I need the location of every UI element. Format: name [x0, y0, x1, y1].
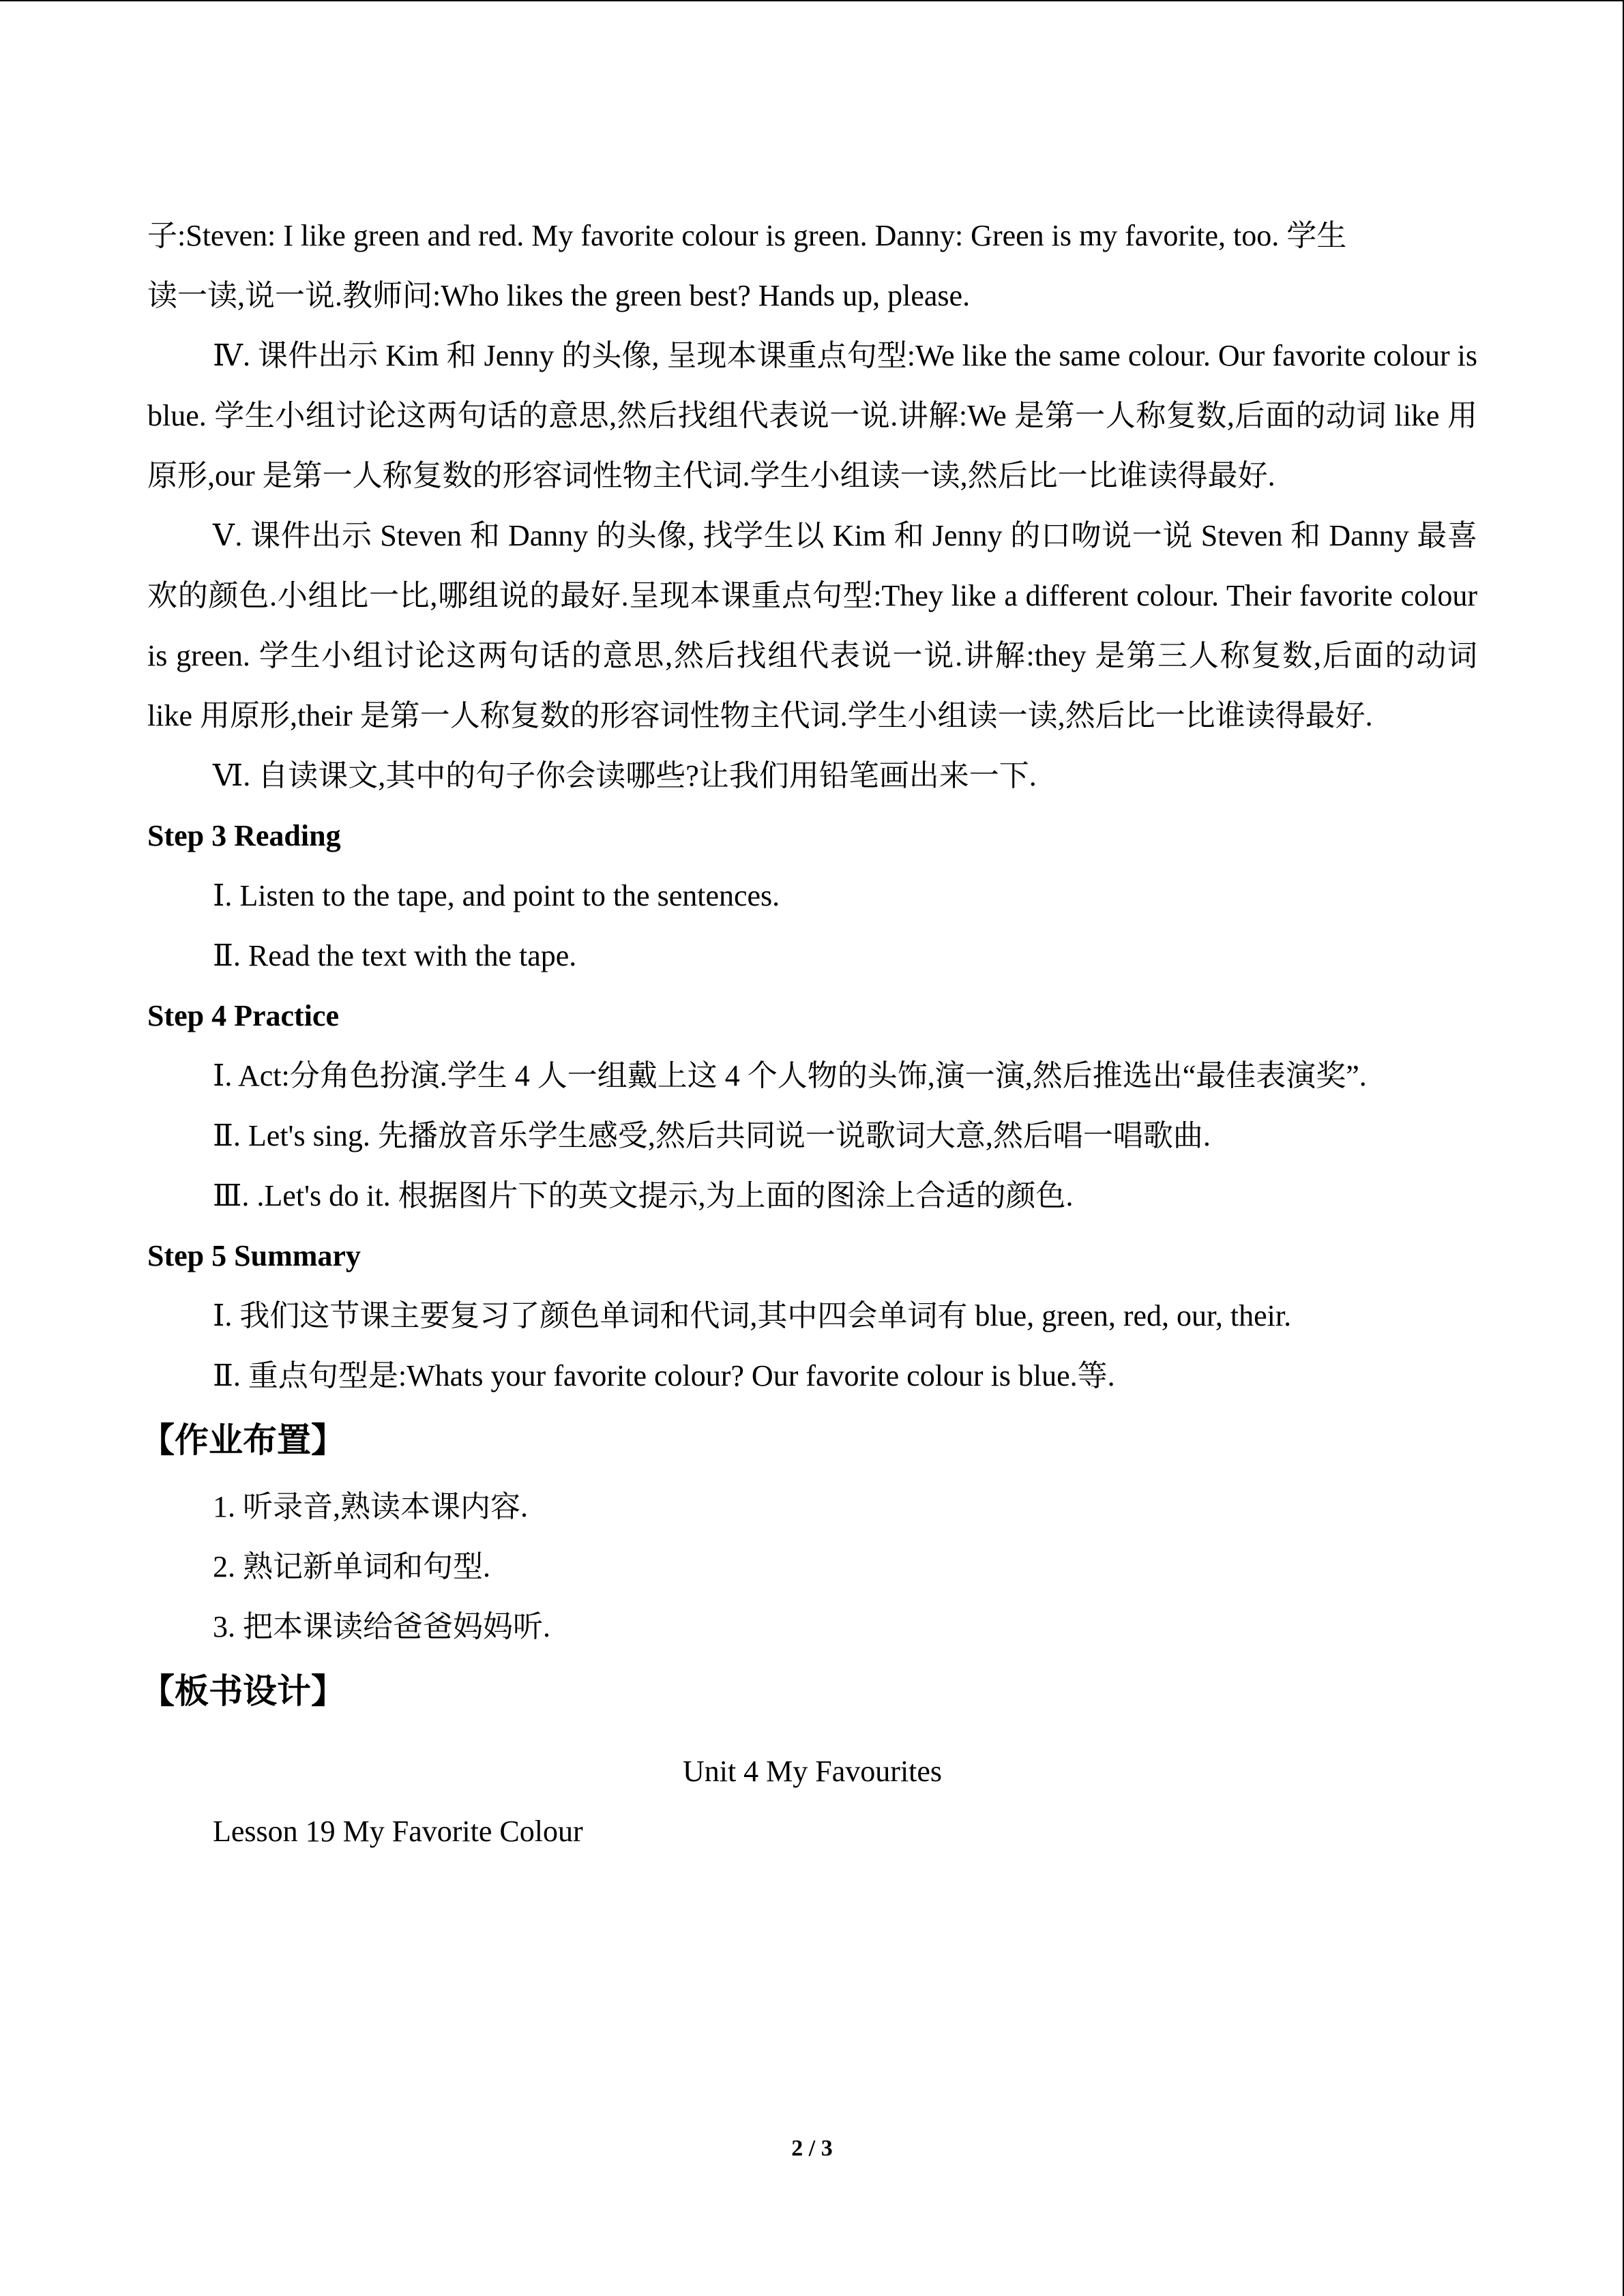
homework-item-2: 2. 熟记新单词和句型. [213, 1550, 490, 1583]
step3-item-2: Ⅱ. Read the text with the tape. [213, 939, 577, 972]
paragraph-vi: Ⅵ. 自读课文,其中的句子你会读哪些?让我们用铅笔画出来一下. [213, 759, 1037, 792]
board-heading: 【板书设计】 [141, 1671, 345, 1711]
step3-heading: Step 3 Reading [147, 819, 341, 852]
paragraph-line: 读一读,说一说.教师问:Who likes the green best? Hands up, please. [147, 279, 971, 312]
document-body [141, 206, 1477, 1862]
homework-heading: 【作业布置】 [141, 1420, 345, 1460]
step5-heading: Step 5 Summary [147, 1239, 361, 1272]
paragraph-line: 子:Steven: I like green and red. My favorite colour is green. Danny: Green is my favorite, too. 学生 [147, 219, 1347, 252]
page-number: 2 / 3 [791, 2136, 833, 2161]
step5-item-2: Ⅱ. 重点句型是:What󠀠s your favorite colour? Our favorite colour is blue.等. [213, 1359, 1115, 1392]
paragraph-iv: Ⅳ. 课件出示 Kim 和 Jenny 的头像, 呈现本课重点句型:We like the same colour. Our favorite colour is blue. 学生小组讨论这两句话的意思,然后找组代表说一说.讲解:We 是第一人称复数,后面的动词 like 用原形,our 是第一人称复数的形容词性物主代词.学生小组读一读,然后比一比谁读得最好. [147, 339, 1477, 492]
paragraph-v: Ⅴ. 课件出示 Steven 和 Danny 的头像, 找学生以 Kim 和 Jenny 的口吻说一说 Steven 和 Danny 最喜欢的颜色.小组比一比,哪组说的最好.呈现本课重点句型:They like a different colour. Their favorite colour is green. 学生小组讨论这两句话的意思,然后找组代表说一说.讲解:they 是第三人称复数,后面的动词 like 用原形,their 是第一人称复数的形容词性物主代词.学生小组读一读,然后比一比谁读得最好. [147, 519, 1477, 732]
step4-item-1: Ⅰ. Act:分角色扮演.学生 4 人一组戴上这 4 个人物的头饰,演一演,然后推选出“最佳表演奖”. [213, 1059, 1367, 1092]
step4-item-3: Ⅲ. .Let's do it. 根据图片下的英文提示,为上面的图涂上合适的颜色. [213, 1179, 1074, 1212]
board-lesson-title: Lesson 19 My Favorite Colour [213, 1815, 583, 1848]
step5-item-1: Ⅰ. 我们这节课主要复习了颜色单词和代词,其中四会单词有 blue, green, red, our, their. [213, 1299, 1292, 1332]
step4-heading: Step 4 Practice [147, 999, 339, 1032]
step4-item-2: Ⅱ. Let's sing. 先播放音乐学生感受,然后共同说一说歌词大意,然后唱一唱歌曲. [213, 1119, 1211, 1152]
homework-item-3: 3. 把本课读给爸爸妈妈听. [213, 1610, 550, 1643]
homework-item-1: 1. 听录音,熟读本课内容. [213, 1490, 528, 1523]
board-unit-title: Unit 4 My Favourites [682, 1755, 943, 1788]
step3-item-1: Ⅰ. Listen to the tape, and point to the sentences. [213, 879, 780, 912]
